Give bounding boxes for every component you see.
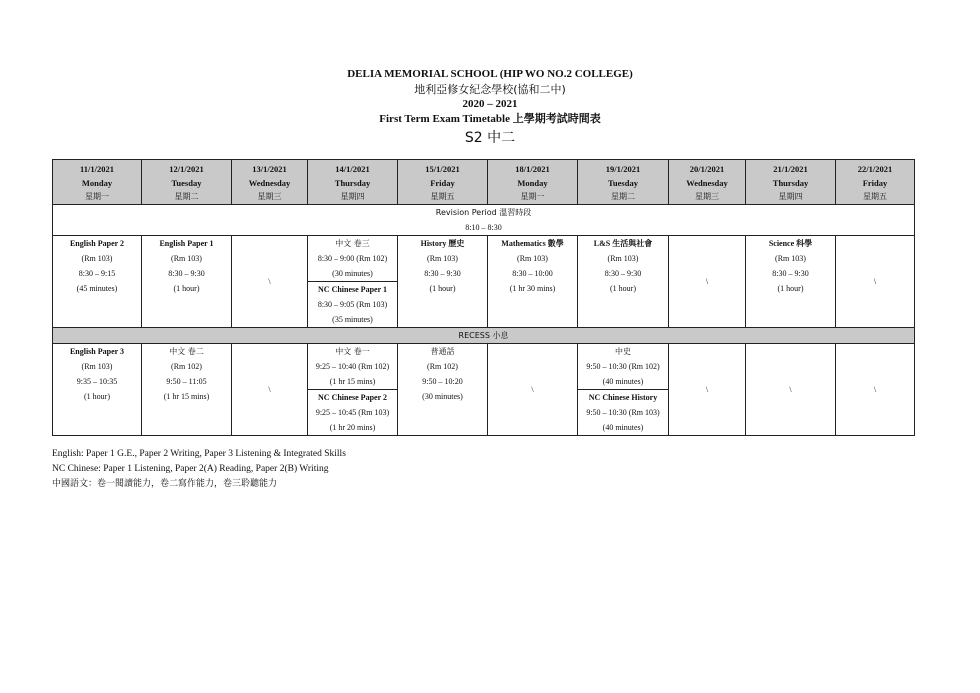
exam-slot: 中文 卷一 9:25 – 10:40 (Rm 102) (1 hr 15 mins) — [308, 344, 398, 390]
exam-slot: NC Chinese Paper 2 9:25 – 10:45 (Rm 103) (1 hr 20 mins) — [308, 390, 398, 436]
school-name-en: DELIA MEMORIAL SCHOOL (HIP WO NO.2 COLLEGE) — [347, 68, 633, 80]
no-exam-slot: \ — [836, 236, 915, 328]
header-row — [53, 160, 915, 205]
day-header: 22/1/2021 Friday 星期五 — [836, 160, 915, 205]
session-2-row-a — [53, 344, 915, 390]
exam-slot: 中文 卷三 8:30 – 9:00 (Rm 102) (30 minutes) — [308, 236, 398, 282]
exam-slot: Science 科學 (Rm 103) 8:30 – 9:30 (1 hour) — [746, 236, 836, 328]
no-exam-slot: \ — [669, 236, 746, 328]
recess-row — [53, 328, 915, 344]
day-header: 15/1/2021 Friday 星期五 — [398, 160, 488, 205]
exam-slot: NC Chinese History 9:50 – 10:30 (Rm 103) (40 minutes) — [578, 390, 669, 436]
exam-title: First Term Exam Timetable 上學期考試時間表 — [379, 113, 601, 125]
exam-slot: Mathematics 數學 (Rm 103) 8:30 – 10:00 (1 hr 30 mins) — [488, 236, 578, 328]
nc-chinese-paper-note: NC Chinese: Paper 1 Listening, Paper 2(A) Reading, Paper 2(B) Writing — [52, 464, 329, 474]
day-header: 21/1/2021 Thursday 星期四 — [746, 160, 836, 205]
document-header — [0, 67, 980, 148]
exam-slot: English Paper 2 (Rm 103) 8:30 – 9:15 (45 minutes) — [53, 236, 142, 328]
exam-slot: English Paper 3 (Rm 103) 9:35 – 10:35 (1 hour) — [53, 344, 142, 436]
no-exam-slot: \ — [232, 236, 308, 328]
day-header: 14/1/2021 Thursday 星期四 — [308, 160, 398, 205]
no-exam-slot: \ — [746, 344, 836, 436]
exam-slot: 中史 9:50 – 10:30 (Rm 102) (40 minutes) — [578, 344, 669, 390]
exam-slot: L&S 生活與社會 (Rm 103) 8:30 – 9:30 (1 hour) — [578, 236, 669, 328]
footnotes — [52, 447, 346, 492]
form-level: S2 中二 — [464, 130, 516, 146]
academic-year: 2020 – 2021 — [462, 98, 518, 110]
revision-row — [53, 205, 915, 236]
exam-slot: 中文 卷二 (Rm 102) 9:50 – 11:05 (1 hr 15 mins) — [142, 344, 232, 436]
english-paper-note: English: Paper 1 G.E., Paper 2 Writing, Paper 3 Listening & Integrated Skills — [52, 449, 346, 459]
no-exam-slot: \ — [669, 344, 746, 436]
day-header: 18/1/2021 Monday 星期一 — [488, 160, 578, 205]
chinese-paper-note: 中國語文：卷一閱讀能力，卷二寫作能力，卷三聆聽能力 — [52, 479, 278, 489]
session-1-row-a — [53, 236, 915, 282]
no-exam-slot: \ — [488, 344, 578, 436]
no-exam-slot: \ — [836, 344, 915, 436]
revision-period: Revision Period 溫習時段 8:10 – 8:30 — [53, 205, 915, 236]
recess-label: RECESS 小息 — [53, 328, 915, 344]
day-header: 13/1/2021 Wednesday 星期三 — [232, 160, 308, 205]
exam-slot: History 歷史 (Rm 103) 8:30 – 9:30 (1 hour) — [398, 236, 488, 328]
day-header: 20/1/2021 Wednesday 星期三 — [669, 160, 746, 205]
exam-slot: English Paper 1 (Rm 103) 8:30 – 9:30 (1 hour) — [142, 236, 232, 328]
exam-slot: NC Chinese Paper 1 8:30 – 9:05 (Rm 103) (35 minutes) — [308, 282, 398, 328]
day-header: 19/1/2021 Tuesday 星期二 — [578, 160, 669, 205]
exam-slot: 普通話 (Rm 102) 9:50 – 10:20 (30 minutes) — [398, 344, 488, 436]
day-header: 11/1/2021 Monday 星期一 — [53, 160, 142, 205]
day-header: 12/1/2021 Tuesday 星期二 — [142, 160, 232, 205]
no-exam-slot: \ — [232, 344, 308, 436]
school-name-cn: 地利亞修女紀念學校(協和二中) — [414, 83, 566, 96]
exam-timetable — [52, 159, 915, 436]
